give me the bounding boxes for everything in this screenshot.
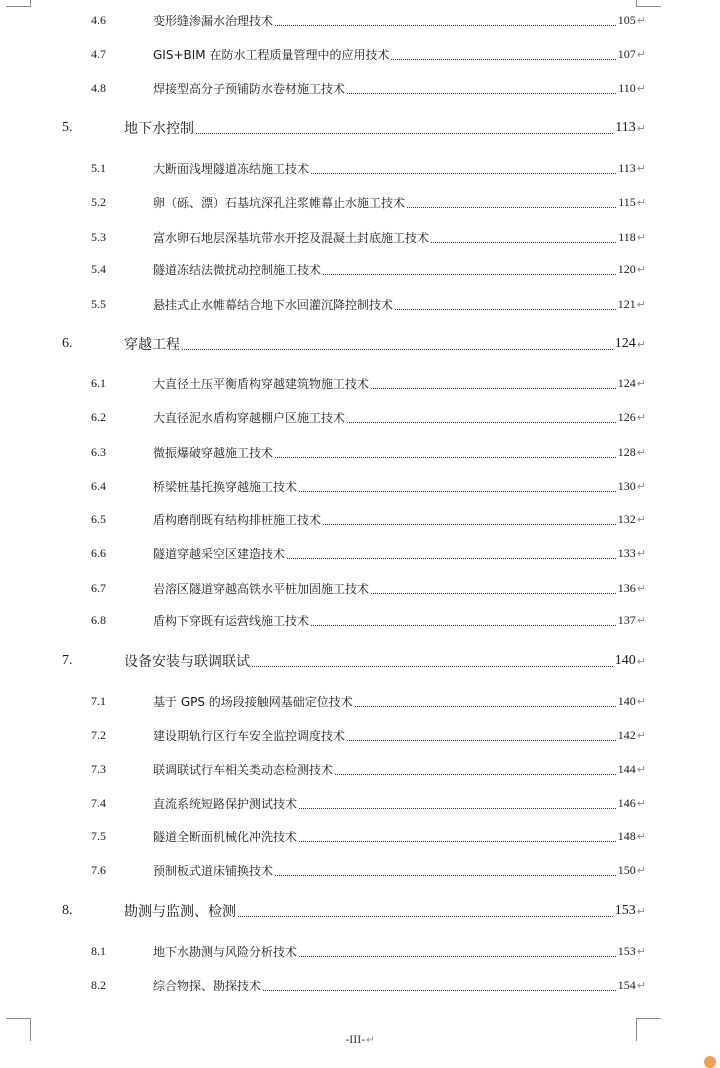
paragraph-mark-icon: ↵ [636,161,646,175]
toc-entry-number: 6.1 [91,375,106,390]
toc-entry-title: 富水卵石地层深基坑带水开挖及混凝土封底施工技术 [153,230,430,245]
toc-entry-page: 140 [617,693,636,708]
paragraph-mark-icon: ↵ [636,337,646,351]
toc-entry-number: 7.5 [91,828,106,843]
paragraph-mark-icon: ↵ [636,230,646,244]
toc-entry-page: 118 [618,229,636,244]
toc-entry-number: 5.3 [91,229,106,244]
toc-entry[interactable] [91,825,646,847]
toc-entry-page: 120 [617,261,636,276]
toc-entry-title: 联调联试行车相关类动态检测技术 [153,762,334,777]
paragraph-mark-icon: ↵ [636,613,646,627]
toc-chapter-entry[interactable] [62,900,646,922]
toc-entry-number: 5.5 [91,296,106,311]
toc-entry-number: 7.3 [91,761,106,776]
toc-chapter-number: 8. [62,903,73,918]
toc-entry[interactable] [91,258,646,280]
toc-entry-number: 6.7 [91,580,106,595]
toc-chapter-title: 设备安装与联调联试 [124,654,250,670]
paragraph-mark-icon: ↵ [636,654,646,668]
dot-leader [311,625,616,626]
toc-entry[interactable] [91,9,646,31]
crop-mark-bottom-left [6,1018,31,1041]
toc-entry-title: 隧道全断面机械化冲洗技术 [153,829,298,844]
toc-entry[interactable] [91,940,646,962]
toc-entry-title: 盾构下穿既有运营线施工技术 [153,613,310,628]
dot-leader [355,706,616,707]
paragraph-mark-icon: ↵ [636,728,646,742]
paragraph-mark-icon: ↵ [636,581,646,595]
dot-leader [323,524,616,525]
toc-entry-number: 7.2 [91,727,106,742]
toc-chapter-title: 穿越工程 [124,337,180,353]
toc-chapter-page: 140 [614,653,636,668]
toc-entry[interactable] [91,724,646,746]
dot-leader [196,133,613,134]
toc-entry-page: 107 [617,46,636,61]
toc-entry-title: 直流系统短路保护测试技术 [153,796,298,811]
toc-entry-page: 126 [617,409,636,424]
dot-leader [299,808,616,809]
toc-entry-page: 144 [617,761,636,776]
toc-entry[interactable] [91,43,646,65]
toc-entry-page: 137 [617,612,636,627]
dot-leader [311,173,616,174]
page-number-label: -III- [345,1032,366,1046]
toc-entry[interactable] [91,974,646,996]
toc-entry-page: 154 [617,977,636,992]
paragraph-mark-icon: ↵ [636,546,646,560]
paragraph-mark-icon: ↵ [636,479,646,493]
toc-entry[interactable] [91,859,646,881]
paragraph-mark-icon: ↵ [636,445,646,459]
dot-leader [347,93,616,94]
paragraph-mark-icon: ↵ [636,376,646,390]
dot-leader [347,422,616,423]
dot-leader [287,558,616,559]
toc-entry-title: 隧道冻结法微扰动控制施工技术 [153,262,322,277]
toc-entry-title: 大断面浅埋隧道冻结施工技术 [153,161,310,176]
paragraph-mark-icon: ↵ [636,944,646,958]
toc-entry-page: 105 [617,12,636,27]
paragraph-mark-icon: ↵ [636,796,646,810]
dot-leader [371,593,616,594]
toc-entry[interactable] [91,690,646,712]
toc-entry-number: 8.2 [91,977,106,992]
toc-entry-number: 5.1 [91,160,106,175]
toc-entry-number: 6.2 [91,409,106,424]
toc-entry[interactable] [91,758,646,780]
toc-entry-page: 115 [618,194,636,209]
dot-leader [391,59,615,60]
toc-entry-number: 7.4 [91,795,106,810]
dot-leader [299,491,616,492]
crop-mark-top-right [636,0,661,7]
toc-entry-page: 146 [617,795,636,810]
dot-leader [323,274,616,275]
toc-entry-page: 148 [617,828,636,843]
toc-entry-title: 盾构磨削既有结构排桩施工技术 [153,512,322,527]
toc-entry-page: 113 [618,160,636,175]
crop-mark-top-left [6,0,31,7]
toc-chapter-title: 地下水控制 [124,121,194,137]
dot-leader [299,841,616,842]
toc-entry-number: 4.8 [91,80,106,95]
toc-entry-title: 微振爆破穿越施工技术 [153,445,274,460]
toc-chapter-number: 5. [62,120,73,135]
toc-entry-title: 卵（砾、漂）石基坑深孔注浆帷幕止水施工技术 [153,195,406,210]
dot-leader [335,774,616,775]
toc-chapter-page: 153 [614,903,636,918]
toc-entry[interactable] [91,191,646,213]
dot-leader [407,207,616,208]
toc-entry-number: 8.1 [91,943,106,958]
paragraph-mark-icon: ↵ [636,978,646,992]
paragraph-mark-icon: ↵ [636,863,646,877]
toc-entry-page: 132 [617,511,636,526]
toc-entry[interactable] [91,441,646,463]
paragraph-mark-icon: ↵ [366,1035,375,1046]
toc-entry-title: 变形缝渗漏水治理技术 [153,13,274,28]
toc-chapter-entry[interactable] [62,333,646,355]
toc-chapter-entry[interactable] [62,117,646,139]
toc-entry-page: 130 [617,478,636,493]
dot-leader [252,666,613,667]
toc-entry[interactable] [91,406,646,428]
paragraph-mark-icon: ↵ [636,904,646,918]
toc-entry-title: 焊接型高分子预铺防水卷材施工技术 [153,81,346,96]
toc-entry[interactable] [91,542,646,564]
toc-entry-number: 4.6 [91,12,106,27]
toc-entry[interactable] [91,77,646,99]
toc-entry-page: 142 [617,727,636,742]
toc-entry[interactable] [91,577,646,599]
toc-entry[interactable] [91,508,646,530]
dot-leader [182,349,613,350]
toc-entry-page: 121 [617,296,636,311]
toc-entry-title: 预制板式道床铺换技术 [153,863,274,878]
toc-entry-number: 6.3 [91,444,106,459]
dot-leader [347,740,616,741]
paragraph-mark-icon: ↵ [636,121,646,135]
toc-entry[interactable] [91,372,646,394]
toc-entry-page: 124 [617,375,636,390]
toc-entry-page: 133 [617,545,636,560]
toc-chapter-number: 7. [62,653,73,668]
toc-entry-page: 153 [617,943,636,958]
toc-entry-number: 7.6 [91,862,106,877]
toc-chapter-page: 113 [615,120,636,135]
toc-entry[interactable] [91,293,646,315]
toc-entry-title: 基于 GPS 的场段接触网基础定位技术 [153,694,353,709]
dot-leader [371,388,616,389]
page-footer [300,1032,420,1047]
toc-entry-title: 岩溶区隧道穿越高铁水平桩加固施工技术 [153,581,370,596]
paragraph-mark-icon: ↵ [636,13,646,27]
toc-entry[interactable] [91,157,646,179]
paragraph-mark-icon: ↵ [636,81,646,95]
paragraph-mark-icon: ↵ [636,829,646,843]
corner-accent-icon [704,1056,716,1068]
toc-entry-number: 7.1 [91,693,106,708]
toc-chapter-title: 勘测与监测、检测 [124,904,236,920]
paragraph-mark-icon: ↵ [636,47,646,61]
toc-chapter-entry[interactable] [62,650,646,672]
toc-entry-number: 5.2 [91,194,106,209]
toc-entry-title: 隧道穿越采空区建造技术 [153,546,286,561]
toc-entry[interactable] [91,792,646,814]
paragraph-mark-icon: ↵ [636,262,646,276]
toc-entry-page: 136 [617,580,636,595]
paragraph-mark-icon: ↵ [636,297,646,311]
toc-entry-number: 5.4 [91,261,106,276]
toc-entry-number: 4.7 [91,46,106,61]
toc-entry-title: 建设期轨行区行车安全监控调度技术 [153,728,346,743]
paragraph-mark-icon: ↵ [636,512,646,526]
paragraph-mark-icon: ↵ [636,762,646,776]
toc-entry[interactable] [91,226,646,248]
dot-leader [299,956,616,957]
toc-entry-page: 150 [617,862,636,877]
dot-leader [431,242,616,243]
dot-leader [238,916,613,917]
dot-leader [263,990,616,991]
toc-entry-title: 桥梁桩基托换穿越施工技术 [153,479,298,494]
toc-entry-page: 110 [618,80,636,95]
toc-entry-number: 6.8 [91,612,106,627]
paragraph-mark-icon: ↵ [636,195,646,209]
toc-entry[interactable] [91,609,646,631]
toc-chapter-number: 6. [62,336,73,351]
crop-mark-bottom-right [636,1018,661,1041]
toc-entry-title: 地下水勘测与风险分析技术 [153,944,298,959]
toc-chapter-page: 124 [614,336,636,351]
paragraph-mark-icon: ↵ [636,694,646,708]
dot-leader [275,875,616,876]
toc-entry[interactable] [91,475,646,497]
toc-entry-title: 悬挂式止水帷幕结合地下水回灌沉降控制技术 [153,297,394,312]
paragraph-mark-icon: ↵ [636,410,646,424]
dot-leader [395,309,616,310]
toc-entry-title: 大直径泥水盾构穿越棚户区施工技术 [153,410,346,425]
toc-entry-number: 6.4 [91,478,106,493]
toc-entry-number: 6.6 [91,545,106,560]
toc-entry-title: GIS+BIM 在防水工程质量管理中的应用技术 [153,47,390,62]
toc-entry-number: 6.5 [91,511,106,526]
dot-leader [275,25,616,26]
dot-leader [275,457,616,458]
toc-entry-title: 大直径土压平衡盾构穿越建筑物施工技术 [153,376,370,391]
toc-entry-page: 128 [617,444,636,459]
toc-entry-title: 综合物探、勘探技术 [153,978,262,993]
